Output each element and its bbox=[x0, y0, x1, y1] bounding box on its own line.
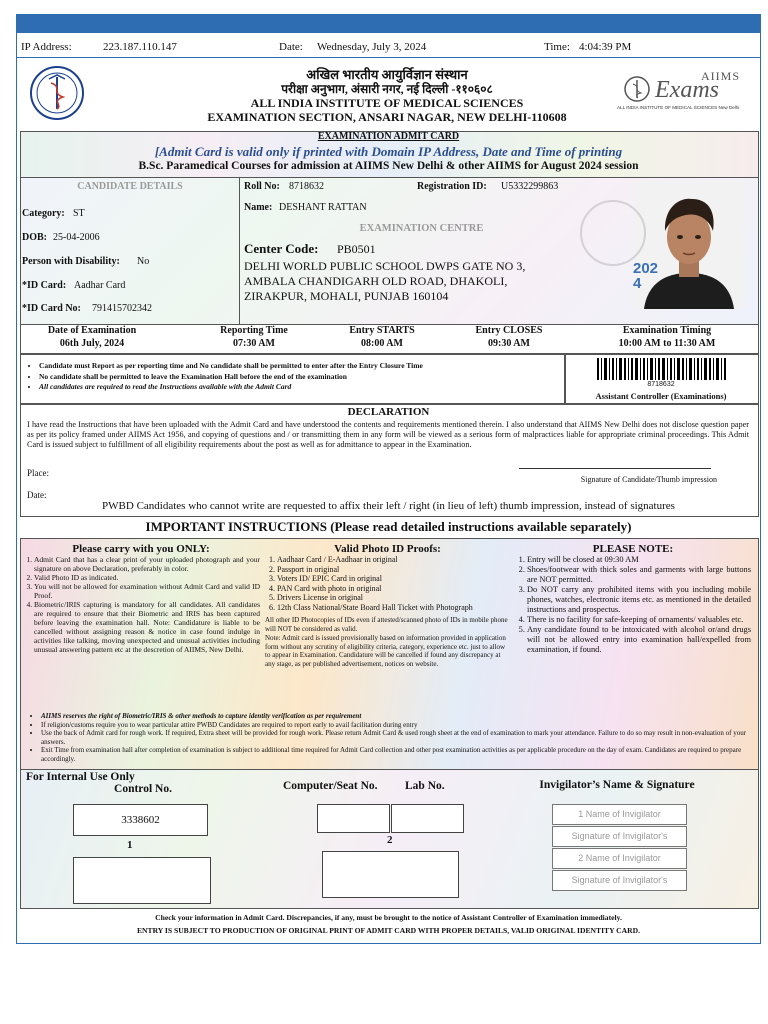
logo-title: AIIMS bbox=[701, 69, 741, 83]
id-proofs-list bbox=[265, 555, 510, 612]
logo-subtitle: ALL INDIA INSTITUTE OF MEDICAL SCIENCES New Delhi bbox=[617, 105, 740, 110]
control-no-box[interactable] bbox=[73, 857, 211, 904]
top-bar bbox=[17, 15, 760, 33]
invigilator-label: Invigilator’s Name & Signature bbox=[539, 779, 695, 791]
pwbd-note: PWBD Candidates who cannot write are requested to affix their left / right (in lieu of left) thumb impression, instead of signatures bbox=[102, 500, 675, 512]
note-item: • No candidate shall be permitted to leave the Examination Hall before the end of the examination bbox=[39, 372, 569, 383]
control-no-value: 3338602 bbox=[73, 804, 208, 836]
pwd-value: No bbox=[137, 256, 150, 267]
pwd-label: Person with Disability: bbox=[22, 256, 120, 267]
carry-column bbox=[22, 543, 260, 654]
control-no-label: Control No. bbox=[114, 783, 172, 795]
centre-line-3: ZIRAKPUR, MOHALI, PUNJAB 160104 bbox=[244, 289, 449, 303]
id-proofs-note-2: Note: Admit card is issued provisionally based on information provided in application form without any scrutiny of eligibility criteria, category, experience etc. just to allow to appear in Examination. Candidature will be cancelled if found any discrepancy at any stage, as per published advertisement, notices on website. bbox=[265, 634, 506, 668]
date-value: Wednesday, July 3, 2024 bbox=[317, 41, 427, 53]
invigilator-2-name-field[interactable]: 2 Name of Invigilator bbox=[552, 848, 687, 869]
carry-item: 2. Valid Photo ID as indicated. bbox=[34, 573, 260, 582]
id-proofs-note-1: All other ID Photocopies of IDs even if attested/scanned photo of IDs in mobile phone will NOT be considered as valid. bbox=[265, 616, 508, 633]
column-number-2: 2 bbox=[387, 834, 393, 846]
lab-no-input[interactable] bbox=[391, 804, 464, 833]
dob-value: 25-04-2006 bbox=[53, 232, 100, 243]
category-value: ST bbox=[73, 208, 85, 219]
hindi-title: अखिल भारतीय आयुर्विज्ञान संस्थान bbox=[306, 67, 468, 82]
category-label: Category: bbox=[22, 208, 65, 219]
id-proof-item: 2. Passport in original bbox=[277, 565, 510, 575]
date-field-label: Date: bbox=[27, 490, 47, 500]
id-no-value: 791415702342 bbox=[92, 303, 152, 314]
id-proof-item: 4. PAN Card with photo in original bbox=[277, 584, 510, 594]
section-address: EXAMINATION SECTION, ANSARI NAGAR, NEW DELHI-110608 bbox=[207, 110, 567, 124]
name-value: DESHANT RATTAN bbox=[279, 202, 367, 213]
id-proof-item: 1. Aadhaar Card / E-Aadhaar in original bbox=[277, 555, 510, 565]
time-value: 4:04:39 PM bbox=[579, 41, 632, 53]
place-label: Place: bbox=[27, 468, 49, 478]
admit-card bbox=[16, 14, 761, 944]
details-divider bbox=[239, 177, 240, 325]
please-note-column bbox=[515, 543, 751, 655]
exam-timing-header: Examination Timing bbox=[622, 325, 712, 336]
general-instruction: • If religion/customs require you to wear particular attire PWBD Candidates are required to report early to avail facilitation during entry bbox=[41, 721, 763, 730]
ip-label: IP Address: bbox=[21, 41, 72, 53]
controller-title: Assistant Controller (Examinations) bbox=[595, 391, 727, 401]
centre-line-2: AMBALA CHANDIGARH OLD ROAD, DHAKOLI, bbox=[244, 274, 508, 288]
centre-line-1: DELHI WORLD PUBLIC SCHOOL DWPS GATE NO 3, bbox=[244, 259, 526, 273]
roll-label: Roll No: bbox=[244, 181, 280, 192]
carry-title: Please carry with you ONLY: bbox=[72, 543, 210, 555]
id-card-label: *ID Card: bbox=[22, 280, 67, 291]
declaration-text: I have read the Instructions that have been uploaded with the Admit Card and have understood the contents and requirements mentioned therein. I also understand that AIIMS New Delhi does not disclose question paper as per its policy framed under AIIMS Act 1956, and copying of questions and / or transmitting them in any form will be viewed as a serious form of malpractices liable for appropriate criminal proceedings. This Admit Card is issued subject to fulfillment of all eligibility requirements about the post as well as for admittance to appear in the Examination. bbox=[27, 420, 749, 449]
general-instruction: • Exit Time from examination hall after completion of examination is subject to additional time required for Admit Card collection and other post examination activities as per applicable procedure on the day of exam. Candidates are required to prepare accordingly. bbox=[41, 746, 763, 763]
course-line: B.Sc. Paramedical Courses for admission at AIIMS New Delhi & other AIIMS for August 2024 session bbox=[138, 160, 639, 172]
center-code-label: Center Code: bbox=[244, 241, 319, 256]
name-label: Name: bbox=[244, 202, 273, 213]
carry-item: 3. You will not be allowed for examination without Admit Card and valid ID Proof. bbox=[34, 582, 260, 600]
please-note-list bbox=[515, 555, 751, 655]
invigilator-1-name-field[interactable]: 1 Name of Invigilator bbox=[552, 804, 687, 825]
id-card-value: Aadhar Card bbox=[74, 280, 126, 291]
candidate-photo bbox=[634, 181, 744, 309]
general-instructions-list bbox=[29, 712, 763, 764]
aiims-emblem-small-icon bbox=[623, 75, 651, 103]
aiims-emblem-icon bbox=[29, 65, 85, 121]
date-label: Date: bbox=[279, 41, 303, 53]
footer-line-1: Check your information in Admit Card. Discrepancies, if any, must be brought to the notice of Assistant Controller of Examination immediately. bbox=[155, 913, 622, 922]
aiims-exams-logo bbox=[617, 69, 757, 119]
barcode-icon bbox=[597, 358, 727, 380]
institute-name: ALL INDIA INSTITUTE OF MEDICAL SCIENCES bbox=[250, 96, 524, 110]
carry-item: 1. Admit Card that has a clear print of your uploaded photograph and your signature on above Declaration, preferably in color. bbox=[34, 555, 260, 573]
entry-starts-header: Entry STARTS bbox=[349, 325, 415, 336]
general-instruction: • AIIMS reserves the right of Biometric/IRIS & other methods to capture identity verification as per requirement bbox=[41, 712, 763, 721]
reporting-time-value: 07:30 AM bbox=[233, 338, 275, 349]
exam-centre-heading: EXAMINATION CENTRE bbox=[359, 223, 484, 234]
id-proof-item: 3. Voters ID/ EPIC Card in original bbox=[277, 574, 510, 584]
signature-caption: Signature of Candidate/Thumb impression bbox=[580, 475, 717, 484]
general-instruction: • Use the back of Admit card for rough work. If required, Extra sheet will be provided for rough work. Please return Admit Card & used rough sheet at the end of examination to mark your attendance. Failure to do so may result in non-evaluation of your answers. bbox=[41, 729, 763, 746]
barcode-number: 8718632 bbox=[647, 381, 675, 388]
entry-starts-value: 08:00 AM bbox=[361, 338, 403, 349]
exam-date-header: Date of Examination bbox=[47, 325, 137, 336]
column-number-1: 1 bbox=[127, 839, 133, 851]
seat-lab-box[interactable] bbox=[322, 851, 459, 898]
carry-list bbox=[22, 555, 260, 654]
entry-closes-header: Entry CLOSES bbox=[475, 325, 543, 336]
candidate-details-heading: CANDIDATE DETAILS bbox=[77, 181, 183, 192]
please-note-item: 3. Do NOT carry any prohibited items with you including mobile phones, watches, electronic items etc. as mentioned in the detailed instructions and prospectus. bbox=[527, 585, 751, 615]
id-no-label: *ID Card No: bbox=[22, 303, 81, 314]
declaration-title: DECLARATION bbox=[347, 406, 430, 418]
carry-item: 4. Biometric/IRIS capturing is mandatory for all candidates. All candidates are required to ensure that their Biometric and IRIS has been captured before leaving the examination hall. Note: Candidature is liable to be cancelled without assigning reason & notice in case found indulge in activities like talking, moving unexpected and unusual activities including unusual answering pattern etc at the descretion of AIIMS, New Delhi. bbox=[34, 600, 260, 654]
center-code-value: PB0501 bbox=[337, 242, 376, 256]
id-proofs-column bbox=[265, 543, 510, 668]
time-label: Time: bbox=[544, 41, 570, 53]
exam-timing-value: 10:00 AM to 11:30 AM bbox=[618, 338, 716, 349]
registration-value: U5332299863 bbox=[501, 181, 559, 192]
photo-year-overlay: 2024 bbox=[633, 260, 659, 292]
invigilator-2-signature-field[interactable]: Signature of Invigilator's bbox=[552, 870, 687, 891]
logo-script: Exams bbox=[655, 77, 719, 103]
signature-line bbox=[519, 468, 711, 469]
id-proof-item: 6. 12th Class National/State Board Hall Ticket with Photograph bbox=[277, 603, 510, 613]
dob-label: DOB: bbox=[22, 232, 47, 243]
computer-seat-label: Computer/Seat No. bbox=[283, 780, 378, 792]
please-note-item: 5. Any candidate found to be intoxicated with alcohol or/and drugs will not be allowed entry into examination hall/expelled from examination, if found. bbox=[527, 625, 751, 655]
invigilator-1-signature-field[interactable]: Signature of Invigilator's bbox=[552, 826, 687, 847]
computer-seat-input[interactable] bbox=[317, 804, 390, 833]
note-item: • Candidate must Report as per reporting time and No candidate shall be permitted to enter after the Entry Closure Time bbox=[39, 361, 569, 372]
roll-value: 8718632 bbox=[289, 181, 324, 192]
please-note-item: 4. There is no facility for safe-keeping of ornaments/ valuables etc. bbox=[527, 615, 751, 625]
lab-no-label: Lab No. bbox=[405, 780, 445, 792]
id-proof-item: 5. Drivers License in original bbox=[277, 593, 510, 603]
hindi-subtitle: परीक्षा अनुभाग, अंसारी नगर, नई दिल्ली -११०६०८ bbox=[281, 82, 493, 96]
instructions-title: IMPORTANT INSTRUCTIONS (Please read detailed instructions available separately) bbox=[145, 519, 632, 534]
internal-use-title: For Internal Use Only bbox=[26, 771, 135, 783]
please-note-item: 1. Entry will be closed at 09:30 AM bbox=[527, 555, 751, 565]
exam-date-value: 06th July, 2024 bbox=[59, 338, 125, 349]
validity-note: [Admit Card is valid only if printed with Domain IP Address, Date and Time of printing bbox=[154, 144, 623, 159]
reporting-time-header: Reporting Time bbox=[220, 325, 288, 336]
please-note-item: 2. Shoes/footwear with thick soles and garments with large buttons are NOT permitted. bbox=[527, 565, 751, 585]
registration-label: Registration ID: bbox=[417, 181, 487, 192]
note-item: • All candidates are required to read the Instructions available with the Admit Card bbox=[39, 382, 569, 393]
centre-address bbox=[244, 259, 525, 304]
entry-closes-value: 09:30 AM bbox=[488, 338, 530, 349]
ip-value: 223.187.110.147 bbox=[103, 41, 177, 53]
watermark-emblem-icon bbox=[580, 200, 646, 266]
footer-line-2: ENTRY IS SUBJECT TO PRODUCTION OF ORIGINAL PRINT OF ADMIT CARD WITH PROPER DETAILS, VALID ORIGINAL IDENTITY CARD. bbox=[136, 926, 641, 935]
divider bbox=[17, 57, 760, 58]
id-proofs-title: Valid Photo ID Proofs: bbox=[334, 543, 441, 555]
notes-list bbox=[27, 361, 569, 393]
admit-card-title: EXAMINATION ADMIT CARD bbox=[317, 131, 460, 142]
please-note-title: PLEASE NOTE: bbox=[592, 543, 674, 555]
